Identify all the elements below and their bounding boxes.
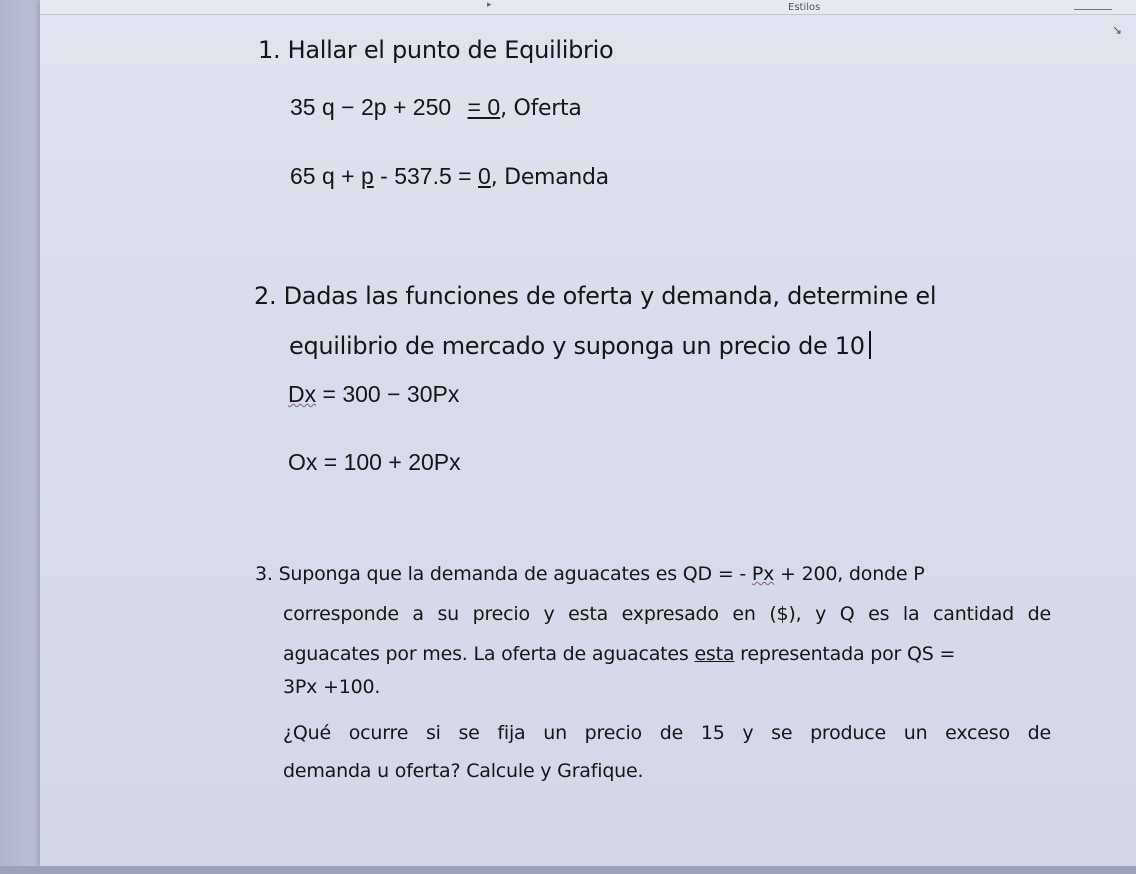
supply-equals-zero: = 0: [467, 94, 501, 120]
dialog-launcher-icon[interactable]: ↘: [1112, 23, 1123, 37]
dx-variable: Dx: [288, 381, 317, 407]
styles-group-label[interactable]: Estilos: [788, 2, 821, 13]
demand-expression-b: - 537.5 =: [373, 163, 478, 189]
demand-label: , Demanda: [490, 165, 609, 190]
ox-equation: Ox = 100 + 20Px: [288, 449, 461, 475]
demand-p-var: p: [360, 163, 374, 189]
q3-line-3a: aguacates por mes. La oferta de aguacates: [283, 643, 695, 665]
dx-expression: = 300 − 30Px: [316, 381, 460, 407]
q3-line-3b: representada por QS =: [734, 643, 956, 665]
text-cursor: [869, 331, 871, 359]
demand-zero: 0: [478, 163, 491, 189]
q3-line-1a: 3. Suponga que la demanda de aguacates es QD = -: [255, 563, 752, 585]
question-3-line-1: [255, 563, 925, 585]
q3-line-1b: + 200, donde P: [774, 563, 925, 585]
question-2-line-2-text: equilibrio de mercado y suponga un precio de 10: [289, 332, 865, 360]
question-2-line-1: 2. Dadas las funciones de oferta y demanda, determine el: [254, 282, 937, 310]
demand-expression-a: 65 q +: [290, 163, 361, 189]
question-3-line-2: corresponde a su precio y esta expresado en ($), y Q es la cantidad de: [283, 603, 1051, 625]
q3-esta: esta: [694, 643, 735, 665]
q3-px: Px: [751, 563, 775, 585]
question-3-line-4: 3Px +100.: [283, 676, 381, 698]
ruler-tick-icon: ▸: [487, 0, 492, 10]
question-3-line-3: [283, 643, 955, 665]
question-3-line-6: demanda u oferta? Calcule y Grafique.: [283, 760, 644, 782]
supply-label: , Oferta: [500, 96, 582, 121]
dx-equation: [288, 381, 459, 408]
supply-equation-1: [290, 94, 582, 121]
question-1-heading: 1. Hallar el punto de Equilibrio: [258, 36, 614, 64]
demand-equation-1: [290, 163, 609, 190]
question-2-line-2: [289, 331, 871, 360]
supply-expression: 35 q − 2p + 250: [290, 94, 452, 120]
question-3-line-5: ¿Qué ocurre si se fija un precio de 15 y se produce un exceso de: [283, 722, 1051, 744]
